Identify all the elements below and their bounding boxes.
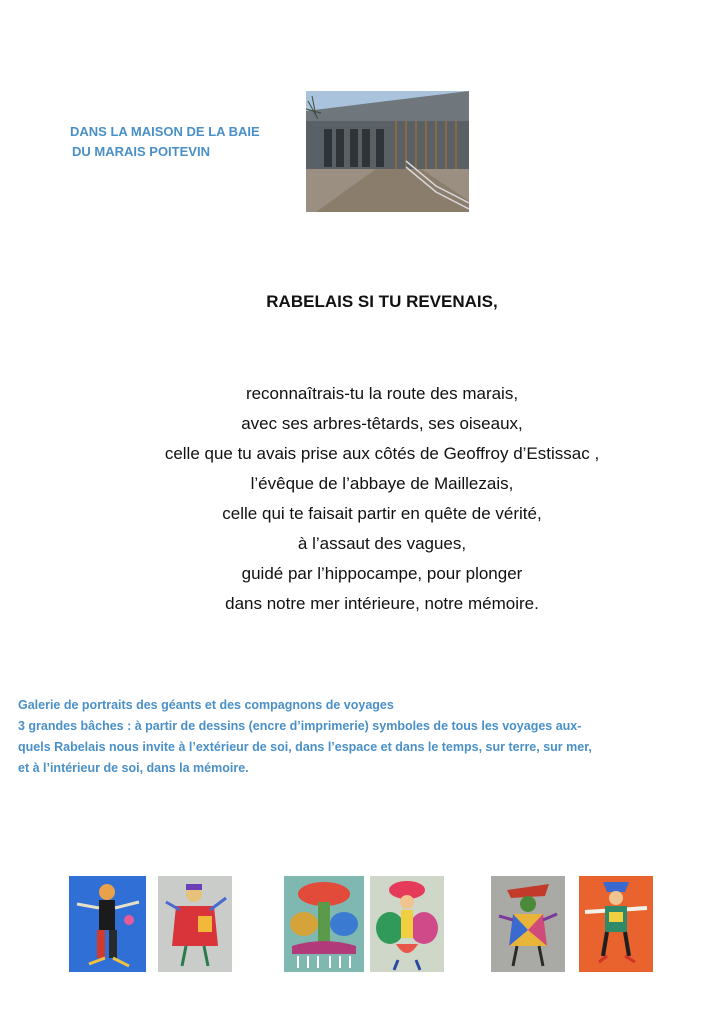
gallery-line-2: 3 grandes bâches : à partir de dessins (encre d’imprimerie) symboles de tous les voyages aux- xyxy=(18,719,582,733)
tree-figure-portrait xyxy=(284,876,364,972)
poem-line: reconnaîtrais-tu la route des marais, xyxy=(245,384,519,403)
poem-body xyxy=(0,379,724,619)
poem-title: RABELAIS SI TU REVENAIS, xyxy=(266,292,498,311)
gallery-line-4: et à l’intérieur de soi, dans la mémoire. xyxy=(18,761,249,775)
poem-line: guidé par l’hippocampe, pour plonger xyxy=(241,564,523,583)
orange-figure-portrait xyxy=(579,876,653,972)
venue-location xyxy=(70,122,260,162)
poem-line: à l’assaut des vagues, xyxy=(297,534,467,553)
venue-line-2: DU MARAIS POITEVIN xyxy=(72,144,210,159)
feather-figure-portrait xyxy=(370,876,444,972)
venue-line-1: DANS LA MAISON DE LA BAIE xyxy=(70,124,260,139)
gallery-description xyxy=(18,695,708,779)
poem-line: avec ses arbres-têtards, ses oiseaux, xyxy=(241,414,523,433)
poem-line: l’évêque de l’abbaye de Maillezais, xyxy=(250,474,514,493)
poem-line: celle qui te faisait partir en quête de vérité, xyxy=(222,504,542,523)
giant-blue-portrait xyxy=(69,876,146,972)
harlequin-portrait xyxy=(491,876,565,972)
giant-grey-portrait xyxy=(158,876,232,972)
gallery-line-1: Galerie de portraits des géants et des compagnons de voyages xyxy=(18,698,394,712)
gallery-line-3: quels Rabelais nous invite à l’extérieur de soi, dans l’espace et dans le temps, sur terre, sur mer, xyxy=(18,740,592,754)
building-photo xyxy=(306,91,469,212)
poem-line: celle que tu avais prise aux côtés de Geoffroy d’Estissac , xyxy=(164,444,600,463)
poem-line: dans notre mer intérieure, notre mémoire. xyxy=(225,594,539,613)
